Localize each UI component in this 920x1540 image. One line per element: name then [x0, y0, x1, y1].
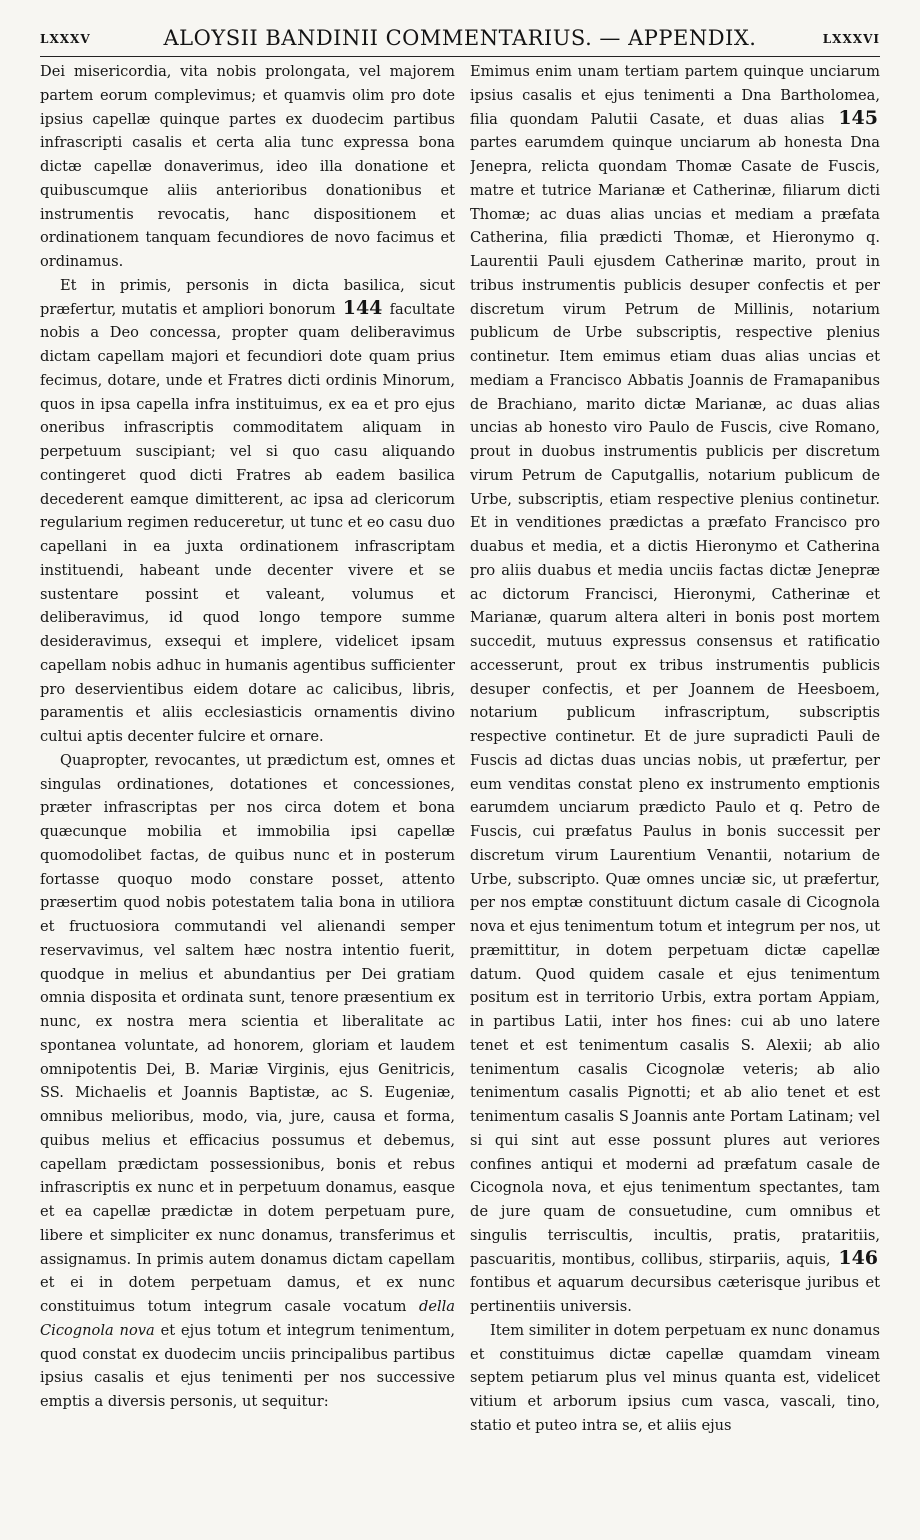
running-header — [40, 26, 880, 57]
section-number: 145 — [838, 106, 878, 129]
paragraph: Dei misericordia, vita nobis prolongata, vel majorem partem eorum complevimus; et quamvis olim pro dote ipsius capellæ quinque partes ex duodecim partibus infrascripti casalis et certa alia tunc expressa bona dictæ capellæ donaverimus, ideo illa donatione et quibuscumque aliis anterioribus donationibus et instrumentis revocatis, hanc dispositionem et ordinationem tanquam fecundiores de novo facimus et ordinamus. — [40, 63, 455, 270]
paragraph: Item similiter in dotem perpetuam ex nunc donamus et constituimus dictæ capellæ quamdam vineam septem petiarum plus vel minus quanta est, videlicet vitium et arborum ipsius cum vasca, vascali, tino, statio et puteo intra se, et aliis ejus — [470, 1321, 880, 1434]
italic-place-name: della Cicognola nova — [40, 1298, 455, 1339]
section-number: 146 — [838, 1246, 879, 1269]
running-title: ALOYSII BANDINII COMMENTARIUS. — APPENDIX. — [163, 26, 757, 50]
paragraph: Et in primis, personis in dicta basilica, sicut præfertur, mutatis et ampliori bonorum 144 facultate nobis a Deo concessa, propter quam deliberavimus dictam capellam majori et fecundiori dote quam prius fecimus, dotare, unde et Fratres dicti ordinis Minorum, quos in ipsa capella infra instituimus, ex ea et pro ejus oneribus infrascriptis commoditatem aliquam in perpetuum suscipiant; vel si quo casu aliquando contingeret quod dicti Fratres ab eadem basilica decederent eamque dimitterent, ac ipsa ad clericorum regularium regimen reduceretur, ut tunc et eo casu duo capellani in ea juxta ordinationem infrascriptam instituendi, habeant unde decenter vivere et se sustentare possint et valeant, volumus et deliberavimus, id quod longo tempore summe desideravimus, exsequi et implere, videlicet ipsam capellam nobis adhuc in humanis agentibus sufficienter pro deservientibus eidem dotare ac calicibus, libris, paramentis et aliis ecclesiasticis ornamentis divino cultui aptis decenter fulcire et ornare. — [40, 276, 455, 745]
left-column — [40, 60, 455, 1530]
right-column — [470, 60, 880, 1530]
paragraph: Quapropter, revocantes, ut prædictum est, omnes et singulas ordinationes, dotationes et concessiones, præter infrascriptas per nos circa dotem et bona quæcunque mobilia et immobilia ipsi capellæ quomodolibet factas, de quibus nunc et in posterum fortasse quoquo modo constare posset, attento præsertim quod nobis potestatem talia bona in utiliora et fructuosiora commutandi vel alienandi semper reservavimus, vel saltem hæc nostra intentio fuerit, quodque in melius et abundantius per Dei gratiam omnia disposita et ordinata sunt, tenore præsentium ex nunc, ex nostra mera scientia et liberalitate ac spontanea voluntate, ad honorem, gloriam et laudem omnipotentis Dei, B. Mariæ Virginis, ejus Genitricis, SS. Michaelis et Joannis Baptistæ, ac S. Eugeniæ, omnibus melioribus, modo, via, jure, causa et forma, quibus melius et efficacius possumus et debemus, capellam prædictam possessionibus, bonis et rebus infrascriptis ex nunc et in perpetuum donamus, easque et ea capellæ prædictæ in dotem perpetuam pure, libere et simpliciter ex nunc donamus, transferimus et assignamus. In primis autem donamus dictam capellam et ei in dotem perpetuam damus, et ex nunc constituimus totum integrum casale vocatum della Cicognola nova et ejus totum et integrum tenimentum, quod constat ex duodecim unciis principalibus partibus ipsius casalis et ejus tenimenti per nos successive emptis a diversis personis, ut sequitur: — [40, 751, 455, 1410]
paragraph: Emimus enim unam tertiam partem quinque unciarum ipsius casalis et ejus tenimenti a Dna Bartholomea, filia quondam Palutii Casate, et duas alias 145 partes earumdem quinque unciarum ab honesta Dna Jenepra, relicta quondam Thomæ Casate de Fuscis, matre et tutrice Marianæ et Catherinæ, filiarum dicti Thomæ; ac duas alias uncias et mediam a præfata Catherina, filia prædicti Thomæ, et Hieronymo q. Laurentii Pauli ejusdem Catherinæ marito, prout in tribus instrumentis publicis desuper confectis et per discretum virum Petrum de Millinis, notarium publicum de Urbe subscriptis, respective plenius continetur. Item emimus etiam duas alias uncias et mediam a Francisco Abbatis Joannis de Framapanibus de Brachiano, marito dictæ Marianæ, ac duas alias uncias ab honesto viro Paulo de Fuscis, cive Romano, prout in duobus instrumentis publicis per discretum virum Petrum de Caputgallis, notarium publicum de Urbe, subscriptis, etiam respective plenius continetur. Et in venditiones prædictas a præfato Francisco pro duabus et media, et a dictis Hieronymo et Catherina pro aliis duabus et media unciis factas dictæ Jenepræ ac dictorum Francisci, Hieronymi, Catherinæ et Marianæ, quarum altera alteri in bonis post mortem succedit, mutuus expressus consensus et ratificatio accesserunt, prout ex tribus instrumentis publicis desuper confectis, et per Joannem de Heesboem, notarium publicum infrascriptum, subscriptis respective continetur. Et de jure supradicti Pauli de Fuscis ad dictas duas uncias nobis, ut præfertur, per eum venditas constat pleno ex instrumento emptionis earumdem unciarum prædicto Paulo et q. Petro de Fuscis, cui præfatus Paulus in bonis successit per discretum virum Laurentium Venantii, notarium de Urbe, subscripto. Quæ omnes unciæ sic, ut præfertur, per nos emptæ constituunt dictum casale di Cicognola nova et ejus tenimentum totum et integrum per nos, ut præmittitur, in dotem perpetuam dictæ capellæ datum. Quod quidem casale et ejus tenimentum positum est in territorio Urbis, extra portam Appiam, in partibus Latii, inter hos fines: cui ab uno latere tenet et est tenimentum casalis S. Alexii; ab alio tenimentum casalis Cicognolæ veteris; ab alio tenimentum casalis Pignotti; et ab alio tenet et est tenimentum casalis S Joannis ante Portam Latinam; vel si qui sint aut esse possunt plures aut veriores confines antiqui et moderni ad præfatum casale de Cicognola nova, et ejus tenimentum spectantes, tam de jure quam de consuetudine, cum omnibus et singulis terriscultis, incultis, pratis, prataritiis, pascuaritis, montibus, collibus, stirpariis, aquis, 146 fontibus et aquarum decursibus cæterisque juribus et pertinentiis universis. — [470, 63, 880, 1315]
section-number: 144 — [342, 296, 383, 319]
right-page-number: LXXXVI — [822, 32, 880, 46]
left-page-number: LXXXV — [40, 32, 91, 46]
